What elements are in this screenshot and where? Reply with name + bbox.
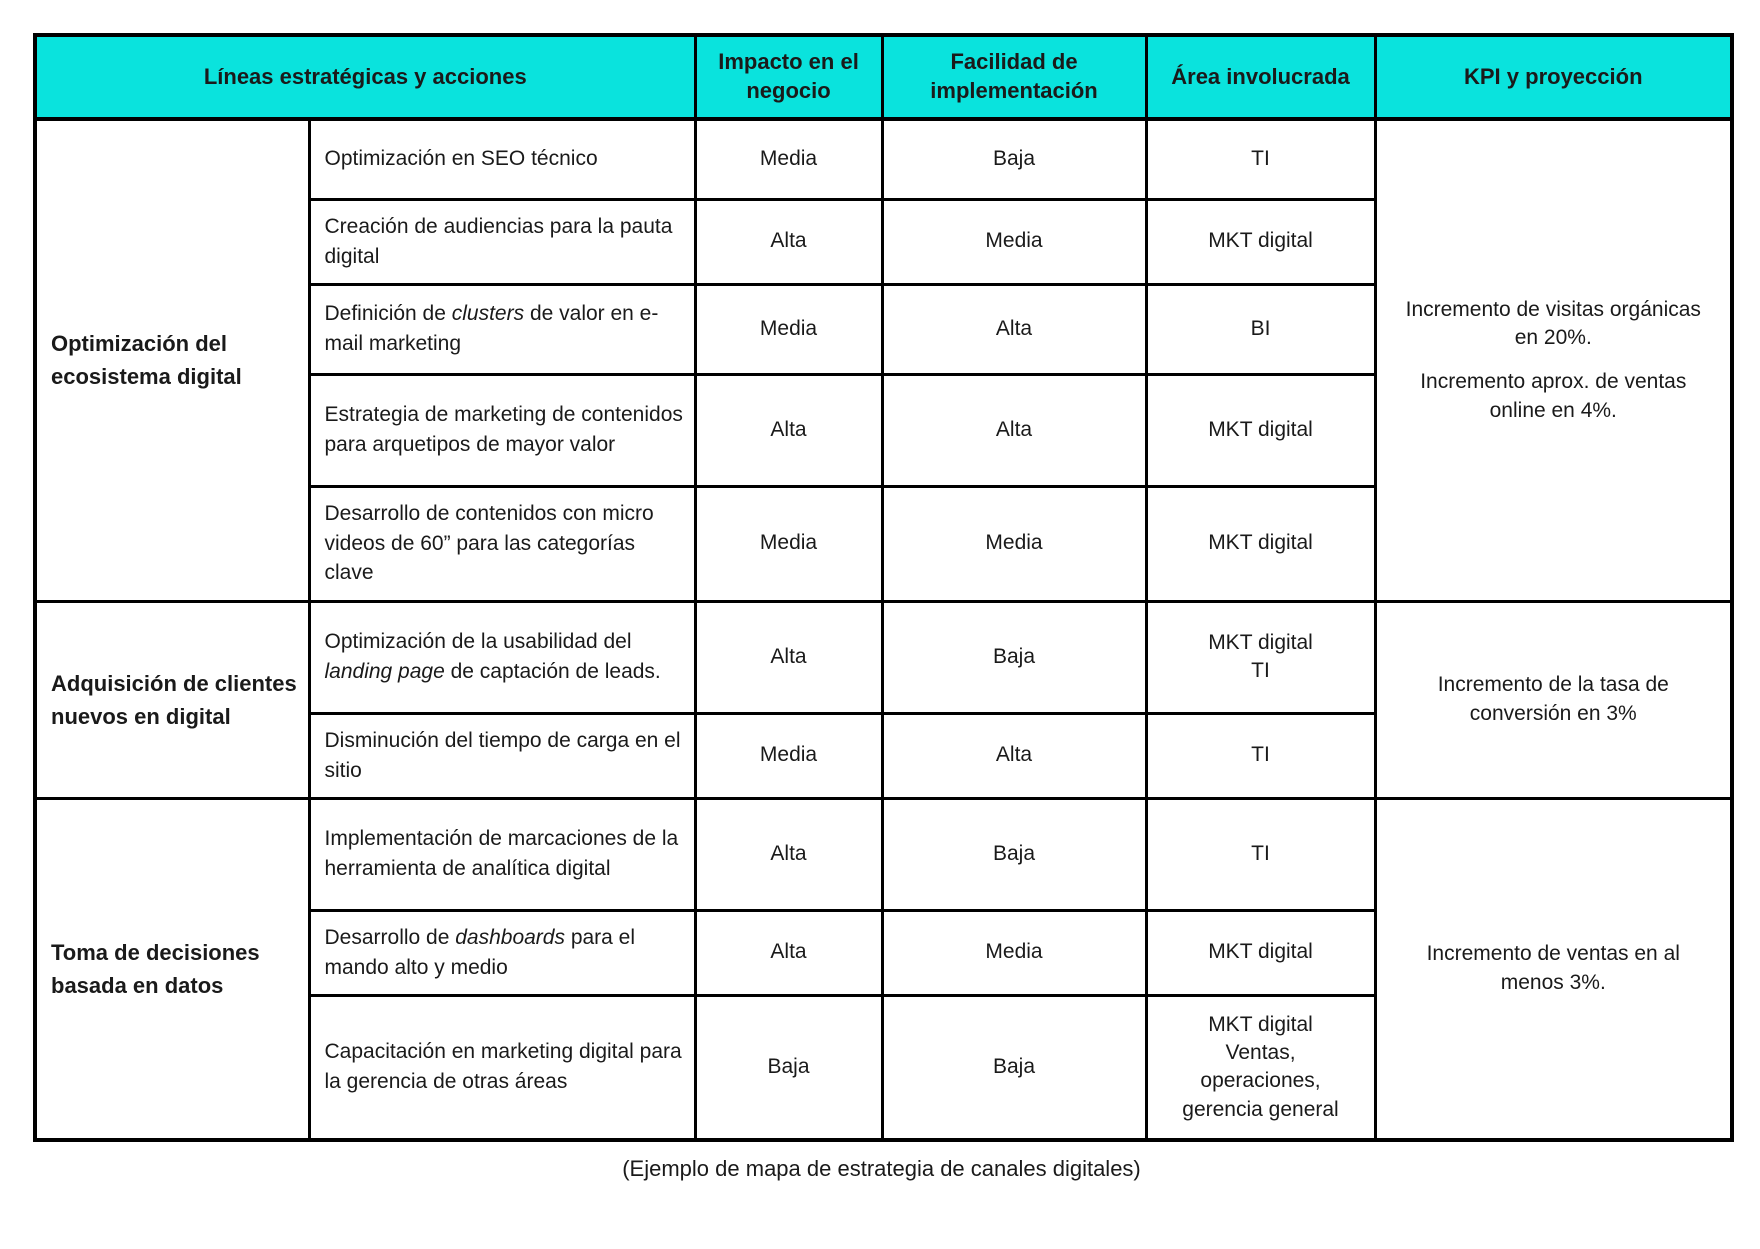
ease-cell: Media — [882, 199, 1146, 284]
table-row — [35, 119, 1732, 199]
area-cell: TI — [1146, 798, 1375, 910]
header-area-involucrada: Área involucrada — [1146, 35, 1375, 119]
action-text: de valor en e-mail marketing — [324, 302, 659, 355]
ease-cell: Baja — [882, 119, 1146, 199]
impact-cell: Alta — [695, 910, 882, 995]
action-text: de captación de leads. — [444, 660, 661, 683]
area-cell: MKT digital — [1146, 910, 1375, 995]
kpi-paragraph: Incremento de la tasa de conversión en 3% — [1437, 673, 1669, 725]
impact-cell: Alta — [695, 374, 882, 486]
action-cell — [309, 199, 695, 284]
action-text: Desarrollo de — [324, 925, 456, 949]
area-cell: MKT digital — [1146, 486, 1375, 601]
area-cell: TI — [1146, 119, 1375, 199]
area-cell: MKT digital Ventas, operaciones, gerencia general — [1146, 995, 1375, 1140]
kpi-paragraph: Incremento de ventas en al menos 3%. — [1426, 942, 1680, 994]
ease-cell: Alta — [882, 374, 1146, 486]
action-cell — [309, 713, 695, 798]
area-cell: TI — [1146, 713, 1375, 798]
strategy-map-table — [33, 33, 1734, 1142]
impact-cell: Alta — [695, 199, 882, 284]
action-cell — [309, 486, 695, 601]
ease-cell: Baja — [882, 995, 1146, 1140]
ease-cell: Alta — [882, 713, 1146, 798]
action-cell — [309, 284, 695, 374]
kpi-cell — [1375, 119, 1732, 601]
impact-cell: Media — [695, 284, 882, 374]
action-text: para el mando alto y medio — [324, 925, 636, 979]
kpi-cell — [1375, 798, 1732, 1140]
area-cell: MKT digital — [1146, 374, 1375, 486]
ease-cell: Baja — [882, 798, 1146, 910]
ease-cell: Media — [882, 910, 1146, 995]
action-text: Definición de — [324, 302, 452, 326]
impact-cell: Alta — [695, 798, 882, 910]
action-text: Capacitación en marketing digital para la gerencia de otras áreas — [324, 1040, 682, 1094]
header-impacto-negocio: Impacto en el negocio — [695, 35, 882, 119]
action-text-italic: landing page — [324, 660, 445, 683]
ease-cell: Media — [882, 486, 1146, 601]
action-text: Optimización de la usabilidad del — [324, 630, 632, 654]
action-cell — [309, 374, 695, 486]
table-caption: (Ejemplo de mapa de estrategia de canales digitales) — [622, 1156, 1141, 1181]
kpi-paragraph: Incremento de visitas orgánicas en 20%. — [1405, 297, 1701, 349]
group-label: Optimización del ecosistema digital — [35, 119, 309, 601]
group-label: Toma de decisiones basada en datos — [35, 798, 309, 1140]
table-row — [35, 798, 1732, 910]
table-body — [35, 119, 1732, 1140]
action-text: Disminución del tiempo de carga en el sitio — [324, 728, 681, 782]
action-text-italic: clusters — [451, 302, 525, 326]
action-text: Estrategia de marketing de contenidos para arquetipos de mayor valor — [324, 403, 683, 456]
kpi-cell — [1375, 601, 1732, 798]
impact-cell: Baja — [695, 995, 882, 1140]
area-cell: MKT digital TI — [1146, 601, 1375, 713]
header-lineas-estrategicas: Líneas estratégicas y acciones — [35, 35, 695, 119]
header-facilidad-implementacion: Facilidad de implementación — [882, 35, 1146, 119]
action-text: Desarrollo de contenidos con micro videos de 60” para las categorías clave — [324, 501, 654, 585]
group-label: Adquisición de clientes nuevos en digital — [35, 601, 309, 798]
action-cell — [309, 910, 695, 995]
kpi-paragraph: Incremento aprox. de ventas online en 4%. — [1420, 370, 1687, 422]
action-cell — [309, 995, 695, 1140]
area-cell: BI — [1146, 284, 1375, 374]
impact-cell: Media — [695, 119, 882, 199]
area-cell: MKT digital — [1146, 199, 1375, 284]
action-cell — [309, 798, 695, 910]
action-text: Creación de audiencias para la pauta digital — [324, 214, 673, 268]
header-row — [35, 35, 1732, 119]
ease-cell: Alta — [882, 284, 1146, 374]
impact-cell: Alta — [695, 601, 882, 713]
header-kpi-proyeccion: KPI y proyección — [1375, 35, 1732, 119]
impact-cell: Media — [695, 713, 882, 798]
action-cell — [309, 119, 695, 199]
impact-cell: Media — [695, 486, 882, 601]
action-cell — [309, 601, 695, 713]
action-text-italic: dashboards — [455, 925, 565, 949]
action-text: Implementación de marcaciones de la herramienta de analítica digital — [324, 827, 679, 880]
action-text: Optimización en SEO técnico — [324, 147, 598, 171]
table-row — [35, 601, 1732, 713]
ease-cell: Baja — [882, 601, 1146, 713]
